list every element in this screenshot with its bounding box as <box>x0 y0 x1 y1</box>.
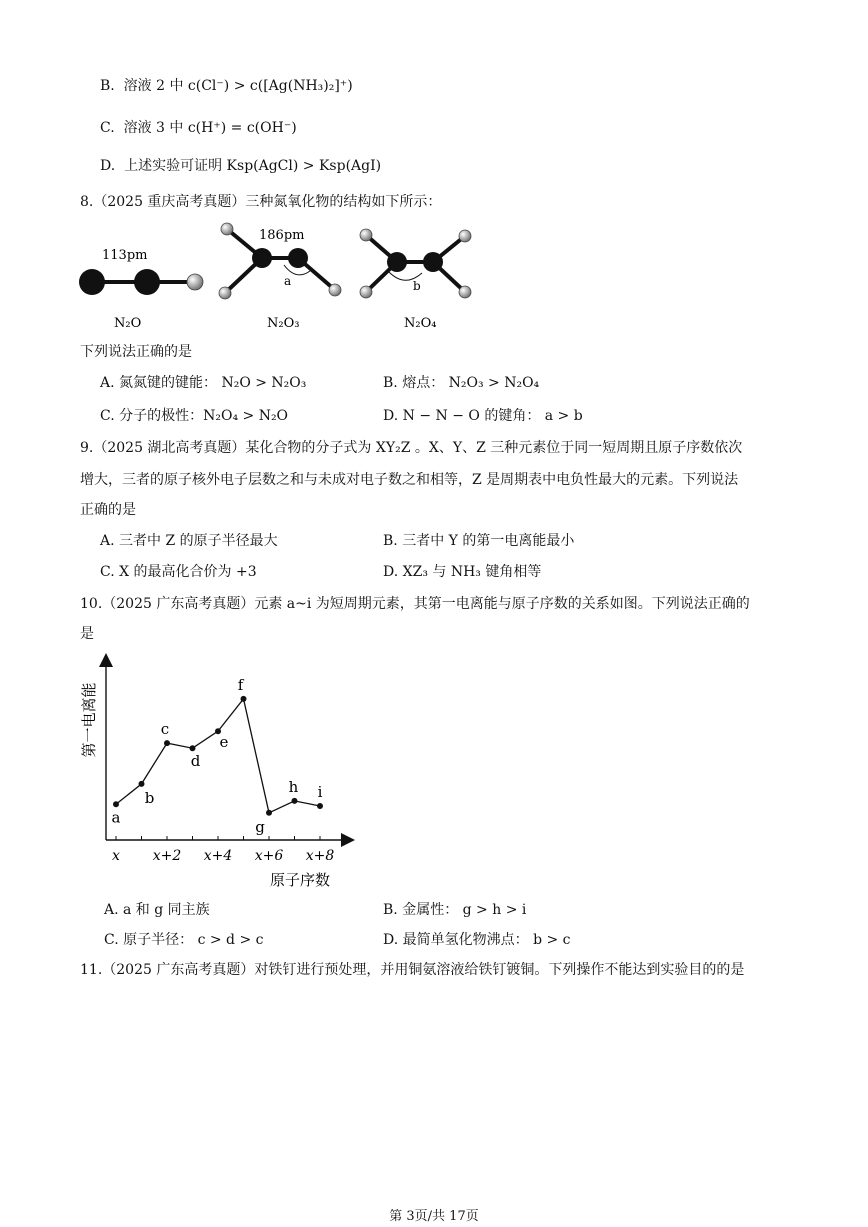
q7-option-c[interactable] <box>100 118 297 138</box>
nitrogen-oxide-structures <box>70 215 520 340</box>
data-point-h <box>292 798 298 804</box>
nitrogen-atom <box>288 248 308 268</box>
option-letter: C. <box>100 120 115 136</box>
n2o-bond-length: 113pm <box>102 248 148 263</box>
q8-option-c[interactable]: C. 分子的极性：N₂O₄ > N₂O <box>100 408 289 424</box>
nitrogen-atom <box>79 269 105 295</box>
option-text: 上述实验可证明 <box>124 158 223 174</box>
data-label-a: a <box>111 808 121 827</box>
q7-option-b[interactable] <box>100 76 353 96</box>
q10-option-d[interactable]: D. 最简单氢化物沸点： b > c <box>383 932 571 948</box>
oxygen-atom <box>459 286 471 298</box>
n2o3-molecule <box>219 223 341 331</box>
oxygen-atom <box>221 223 233 235</box>
n2o4-angle-label: b <box>413 279 421 293</box>
q7-option-d[interactable] <box>100 156 381 176</box>
option-formula: c(Cl⁻) > c([Ag(NH₃)₂]⁺) <box>187 78 353 94</box>
data-label-e: e <box>219 733 229 752</box>
data-point-i <box>317 803 323 809</box>
option-text: 溶液 3 中 <box>123 120 184 136</box>
n2o-molecule <box>79 248 203 331</box>
q8-stem: 8.（2025 重庆高考真题）三种氮氧化物的结构如下所示： <box>80 194 442 210</box>
option-formula: c(H⁺) = c(OH⁻) <box>187 120 297 136</box>
option-formula: Ksp(AgCl) > Ksp(AgI) <box>226 158 382 174</box>
q8-prompt: 下列说法正确的是 <box>80 344 192 360</box>
q8-option-d[interactable]: D. N − N − O 的键角： a > b <box>383 408 583 424</box>
data-label-d: d <box>190 752 201 771</box>
q11-stem: 11.（2025 广东高考真题）对铁钉进行预处理，并用铜氨溶液给铁钉镀铜。下列操作不能达到实验目的的是 <box>80 962 745 978</box>
data-label-b: b <box>144 788 155 807</box>
data-label-h: h <box>288 777 299 796</box>
q10-stem-line1: 10.（2025 广东高考真题）元素 a~i 为短周期元素，其第一电离能与原子序数的关系如图。下列说法正确的 <box>80 596 750 612</box>
nitrogen-atom <box>134 269 160 295</box>
data-label-f: f <box>237 675 244 694</box>
oxygen-atom <box>329 284 341 296</box>
y-axis-label: 第一电离能 <box>80 682 98 758</box>
data-label-c: c <box>160 720 170 739</box>
nitrogen-atom <box>423 252 443 272</box>
data-point-b <box>139 781 145 787</box>
q9-option-c[interactable]: C. X 的最高化合价为 +3 <box>100 564 257 580</box>
n2o-label: N₂O <box>114 316 142 331</box>
n2o3-bond-length: 186pm <box>259 228 305 243</box>
q9-option-d[interactable]: D. XZ₃ 与 NH₃ 键角相等 <box>383 564 542 580</box>
q9-option-b[interactable]: B. 三者中 Y 的第一电离能最小 <box>383 533 575 549</box>
n2o3-angle-label: a <box>284 274 292 288</box>
n2o3-label: N₂O₃ <box>267 316 300 331</box>
ionization-energy-chart <box>70 650 370 895</box>
data-point-f <box>241 696 247 702</box>
option-letter: D. <box>100 158 116 174</box>
oxygen-atom <box>187 274 203 290</box>
nitrogen-atom <box>387 252 407 272</box>
q9-stem-line3: 正确的是 <box>80 502 136 518</box>
oxygen-atom <box>219 287 231 299</box>
q8-option-b[interactable]: B. 熔点： N₂O₃ > N₂O₄ <box>383 375 540 391</box>
q9-option-a[interactable]: A. 三者中 Z 的原子半径最大 <box>100 533 278 549</box>
q9-stem-line1: 9.（2025 湖北高考真题）某化合物的分子式为 XY₂Z 。X、Y、Z 三种元素位于同一短周期且原子序数依次 <box>80 440 743 456</box>
x-tick-label: x+4 <box>203 848 233 864</box>
q10-option-b[interactable]: B. 金属性： g > h > i <box>383 902 527 918</box>
oxygen-atom <box>360 229 372 241</box>
option-letter: B. <box>100 78 115 94</box>
x-tick-label: x+8 <box>305 848 335 864</box>
data-point-c <box>164 740 170 746</box>
oxygen-atom <box>360 286 372 298</box>
data-point-a <box>113 801 119 807</box>
q8-option-a[interactable]: A. 氮氮键的键能： N₂O > N₂O₃ <box>100 375 307 391</box>
page-footer: 第 3页/共 17页 <box>389 1209 479 1224</box>
data-label-i: i <box>317 783 323 801</box>
q10-option-c[interactable]: C. 原子半径： c > d > c <box>104 932 264 948</box>
data-points <box>112 676 323 836</box>
q9-stem-line2: 增大，三者的原子核外电子层数之和与未成对电子数之和相等，Z 是周期表中电负性最大的元素。下列说法 <box>80 472 739 488</box>
n2o4-molecule <box>360 229 471 331</box>
data-point-g <box>266 810 272 816</box>
x-tick-label: x <box>112 848 120 864</box>
x-tick-label: x+2 <box>152 848 182 864</box>
oxygen-atom <box>459 230 471 242</box>
data-point-d <box>190 745 196 751</box>
data-label-g: g <box>255 817 265 836</box>
x-axis-label: 原子序数 <box>269 871 331 889</box>
n2o4-label: N₂O₄ <box>404 316 437 331</box>
option-text: 溶液 2 中 <box>123 78 184 94</box>
q10-stem-line2: 是 <box>80 626 94 642</box>
q10-option-a[interactable]: A. a 和 g 同主族 <box>104 902 210 918</box>
nitrogen-atom <box>252 248 272 268</box>
x-tick-label: x+6 <box>254 848 284 864</box>
